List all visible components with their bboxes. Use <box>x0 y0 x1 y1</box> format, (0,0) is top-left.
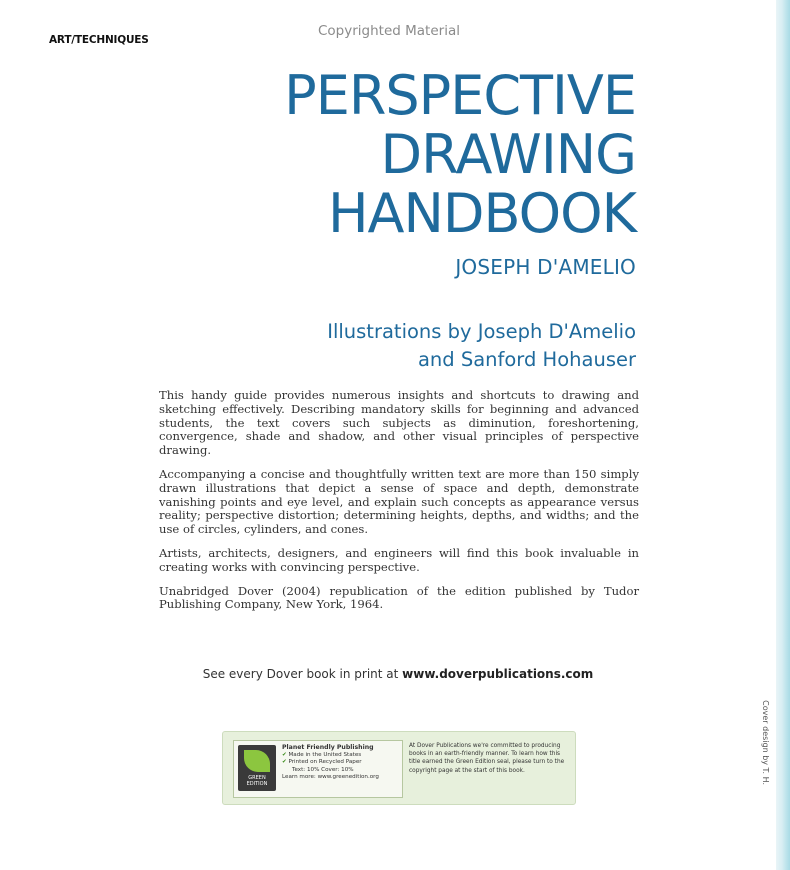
copyright-watermark: Copyrighted Material <box>318 23 460 39</box>
dover-catalog-line <box>0 667 790 681</box>
publication-note: Unabridged Dover (2004) republication of the edition published by Tudor Publishing Company, New York, 1964. <box>159 583 639 612</box>
green-edition-panel <box>222 731 576 805</box>
description-paragraph: This handy guide provides numerous insights and shortcuts to drawing and sketching effectively. Describing mandatory skills for beginning and advanced students, the text covers such subjects as diminution, foreshortening, convergence, shade and shadow, and other visual principles of perspective drawing. <box>159 388 639 458</box>
cover-credit: Cover design by T. H. <box>761 700 770 785</box>
badge-check-item <box>282 759 400 767</box>
description <box>159 389 639 622</box>
category-label: ART/TECHNIQUES <box>49 34 149 46</box>
title-line: DRAWING <box>380 123 636 186</box>
badge-heading: Planet Friendly Publishing <box>282 744 374 751</box>
illustrators-line: and Sanford Hohauser <box>417 348 636 371</box>
dover-website-link[interactable]: www.doverpublications.com <box>402 667 594 681</box>
planet-friendly-badge <box>233 740 403 798</box>
logo-label: GREEN EDITION <box>246 775 268 787</box>
badge-check-text: Made in the United States <box>288 751 362 758</box>
description-paragraph: Accompanying a concise and thoughtfully written text are more than 150 simply drawn illustrations that depict a sense of space and depth, demonstrate vanishing points and eye level, and explain such concepts as appearance versus reality; perspective distortion; determining heights, depths, and widths; and the use of circles, cylinders, and cones. <box>159 466 639 537</box>
author-name: JOSEPH D'AMELIO <box>455 255 636 279</box>
title-line: HANDBOOK <box>327 182 636 245</box>
green-edition-note: At Dover Publications we're committed to producing books in an earth-friendly manner. To learn how this title earned the Green Edition seal, please turn to the copyright page at the start of this book. <box>409 743 565 774</box>
checkmark-icon: ✔ <box>282 751 289 758</box>
badge-learn-more: Learn more: www.greenedition.org <box>282 774 379 780</box>
planet-friendly-text <box>282 744 400 782</box>
green-edition-logo-icon <box>238 745 276 791</box>
description-paragraph: Artists, architects, designers, and engineers will find this book invaluable in creating works with convincing perspective. <box>159 545 639 574</box>
badge-check-text: Printed on Recycled Paper <box>288 759 362 765</box>
leaf-icon <box>244 750 270 772</box>
illustrators-credit <box>327 318 636 374</box>
dover-line-prefix: See every Dover book in print at <box>202 667 403 681</box>
badge-recycled-content: Text: 10% Cover: 10% <box>292 766 354 773</box>
badge-check-item <box>282 752 400 760</box>
title-line: PERSPECTIVE <box>284 64 636 127</box>
page-edge-strip <box>776 0 790 870</box>
book-title <box>284 66 636 243</box>
illustrators-line: Illustrations by Joseph D'Amelio <box>327 320 636 343</box>
checkmark-icon: ✔ <box>282 759 289 765</box>
